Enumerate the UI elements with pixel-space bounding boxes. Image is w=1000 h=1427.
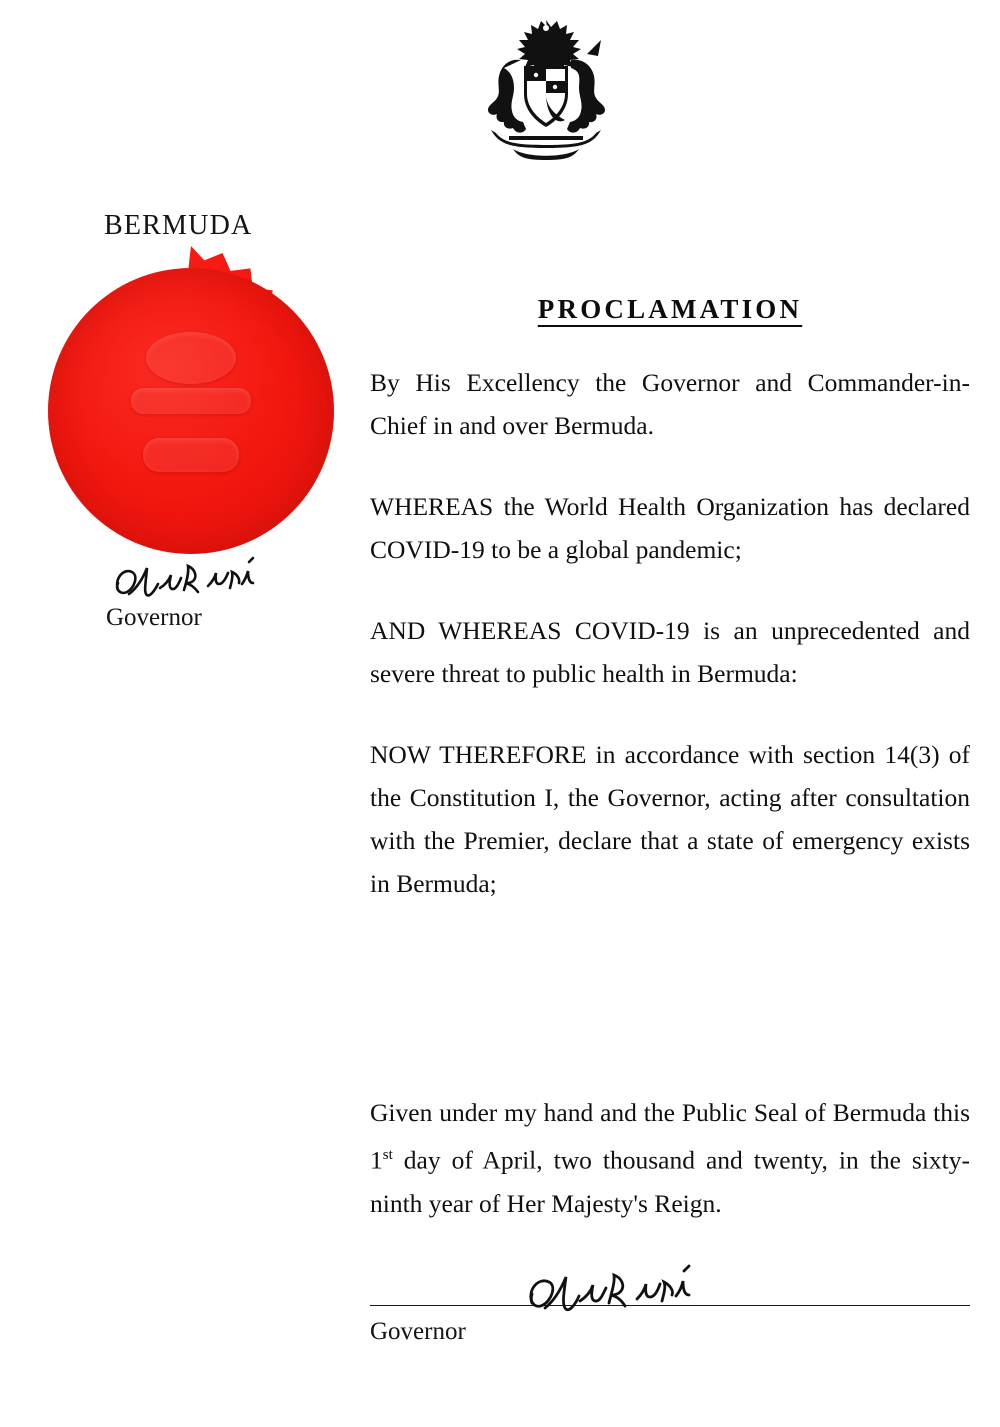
- spacer: [370, 943, 970, 1091]
- governor-signature-icon: [108, 556, 268, 608]
- seal-embossed-base: [143, 438, 239, 472]
- seal-embossed-band: [131, 388, 251, 414]
- paragraph-now-therefore: NOW THEREFORE in accordance with section 14(3) of the Constitution I, the Governor, acting after consultation with the Premier, declare that a state of emergency exists in Bermuda;: [370, 740, 970, 898]
- paragraph-whereas-threat: AND WHEREAS COVID-19 is an unprecedented and severe threat to public health in Bermuda:: [370, 616, 970, 688]
- signature-block: [370, 1305, 970, 1346]
- proclamation-body: [370, 294, 970, 1225]
- attestation-date-rest: day of April, two thousand and twenty, in the: [392, 1145, 901, 1175]
- attestation-line-1: Given under my hand and the Public Seal of Bermuda: [370, 1098, 927, 1127]
- jurisdiction-label: BERMUDA: [104, 210, 253, 241]
- seal-governor-label: Governor: [106, 604, 202, 631]
- red-wax-seal-icon: [26, 246, 356, 576]
- paragraph-authority: By His Excellency the Governor and Commander-in-Chief in and over Bermuda.: [370, 368, 970, 440]
- signature-label: Governor: [370, 1318, 466, 1345]
- page-title: PROCLAMATION: [537, 294, 803, 324]
- governor-signature-icon: [520, 1263, 700, 1321]
- attestation-date-ordinal: st: [382, 1147, 393, 1163]
- attestation-line-3: sixty-ninth year of Her Majesty's Reign.: [370, 1145, 971, 1218]
- attestation-date-prefix: this 1: [370, 1098, 970, 1175]
- paragraph-attestation: [370, 1091, 970, 1225]
- royal-coat-of-arms-icon: [451, 14, 641, 169]
- seal-embossed-crown: [146, 332, 236, 384]
- paragraph-whereas-who: WHEREAS the World Health Organization has declared COVID-19 to be a global pandemic;: [370, 492, 970, 564]
